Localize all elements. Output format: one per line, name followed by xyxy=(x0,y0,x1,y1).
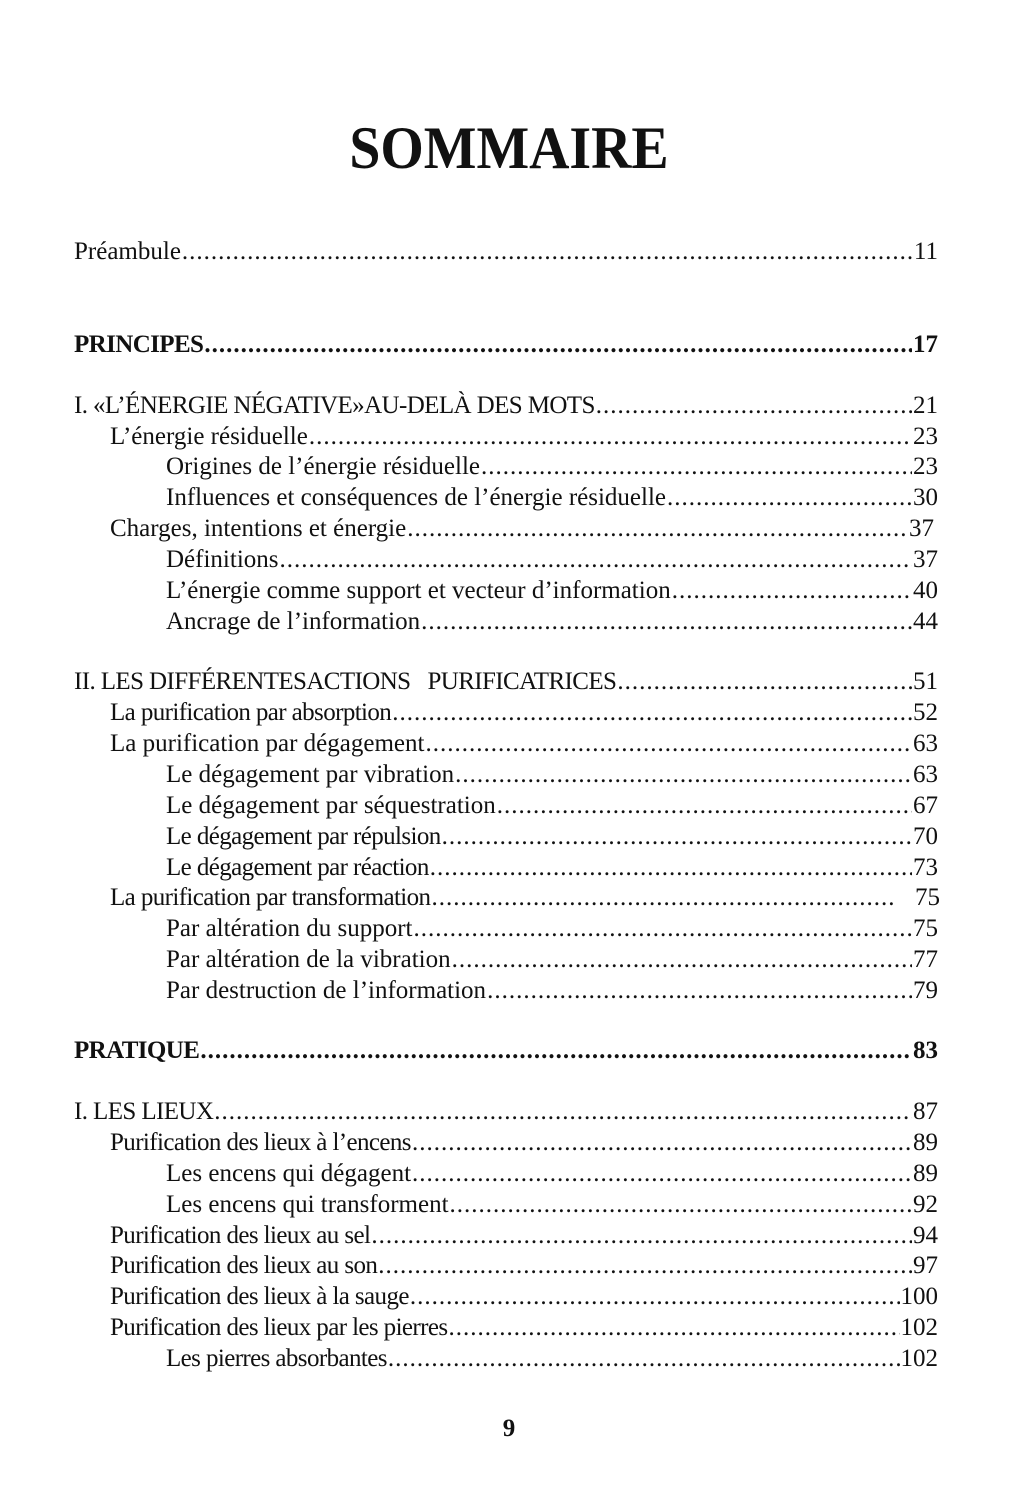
leader-dots xyxy=(617,667,912,697)
toc-part-principes[interactable] xyxy=(0,330,1018,360)
toc-subsection[interactable] xyxy=(0,1190,1018,1220)
leader-dots xyxy=(455,760,912,790)
leader-dots xyxy=(430,853,912,883)
toc-entry-page: 21 xyxy=(913,392,938,419)
leader-dots xyxy=(182,237,913,267)
toc-entry-label: Charges, intentions et énergie xyxy=(110,515,407,542)
leader-dots xyxy=(450,1190,912,1220)
toc-entry-label: Les encens qui transforment xyxy=(166,1191,449,1218)
toc-section[interactable] xyxy=(0,1282,1018,1312)
toc-entry-label: Par destruction de l’information xyxy=(166,977,487,1004)
toc-entry-page: 87 xyxy=(913,1098,938,1125)
toc-entry-page: 70 xyxy=(913,823,938,850)
toc-entry-page: 75 xyxy=(915,884,940,911)
toc-entry-page: 52 xyxy=(913,699,938,726)
toc-entry-label: Purification des lieux au son xyxy=(110,1252,378,1279)
toc-chapter[interactable] xyxy=(0,391,1018,421)
toc-entry-page: 51 xyxy=(913,668,938,695)
leader-dots xyxy=(378,1251,912,1281)
toc-entry-label: Purification des lieux à l’encens xyxy=(110,1129,411,1156)
toc-section[interactable] xyxy=(0,698,1018,728)
toc-entry-label: I. LES LIEUX xyxy=(74,1098,214,1125)
toc-entry-label: Le dégagement par réaction xyxy=(166,854,429,881)
toc-entry-label: La purification par absorption xyxy=(110,699,392,726)
toc-subsection[interactable] xyxy=(0,791,1018,821)
toc-entry-page: 94 xyxy=(913,1222,938,1249)
toc-entry-label: La purification par transformation xyxy=(110,884,431,911)
leader-dots xyxy=(392,698,912,728)
leader-dots xyxy=(497,791,912,821)
leader-dots xyxy=(280,545,913,575)
toc-subsection[interactable] xyxy=(0,914,1018,944)
toc-section[interactable] xyxy=(0,1128,1018,1158)
toc-entry-label: Purification des lieux par les pierres xyxy=(110,1314,448,1341)
toc-section[interactable] xyxy=(0,729,1018,759)
toc-entry-page: 73 xyxy=(913,854,938,881)
leader-dots xyxy=(425,729,912,759)
toc-entry-label: Les encens qui dégagent xyxy=(166,1160,412,1187)
toc-entry-label: PRINCIPES xyxy=(74,331,204,358)
toc-entry-label: Le dégagement par séquestration xyxy=(166,792,496,819)
leader-dots xyxy=(452,945,912,975)
leader-dots xyxy=(200,1036,912,1066)
leader-dots xyxy=(214,1097,912,1127)
toc-entry-page: 30 xyxy=(913,484,938,511)
toc-entry-label: La purification par dégagement xyxy=(110,730,425,757)
leader-dots xyxy=(412,1159,912,1189)
leader-dots xyxy=(442,822,912,852)
toc-subsection[interactable] xyxy=(0,945,1018,975)
toc-entry-label: Par altération de la vibration xyxy=(166,946,451,973)
toc-entry-page: 79 xyxy=(913,977,938,1004)
leader-dots xyxy=(487,976,912,1006)
toc-entry-page: 102 xyxy=(900,1345,938,1372)
toc-entry-page: 102 xyxy=(900,1314,938,1341)
leader-dots xyxy=(481,452,912,482)
toc-entry-page: 23 xyxy=(913,453,938,480)
toc-entry-label: PRATIQUE xyxy=(74,1037,200,1064)
leader-dots xyxy=(672,576,912,606)
toc-entry-label: Purification des lieux au sel xyxy=(110,1222,371,1249)
leader-dots xyxy=(431,883,897,913)
toc-subsection[interactable] xyxy=(0,483,1018,513)
toc-entry-preambule[interactable] xyxy=(0,237,1018,267)
toc-section[interactable] xyxy=(0,1221,1018,1251)
toc-entry-label: II. LES DIFFÉRENTESACTIONS PURIFICATRICES xyxy=(74,668,617,695)
leader-dots xyxy=(449,1313,900,1343)
toc-section[interactable] xyxy=(0,883,1018,913)
toc-entry-label: L’énergie comme support et vecteur d’information xyxy=(166,577,671,604)
toc-section[interactable] xyxy=(0,514,1018,544)
toc-entry-page: 89 xyxy=(913,1129,938,1156)
toc-entry-label: L’énergie résiduelle xyxy=(110,423,308,450)
toc-entry-page: 63 xyxy=(913,761,938,788)
toc-entry-page: 44 xyxy=(913,608,938,635)
leader-dots xyxy=(421,607,912,637)
toc-subsection[interactable] xyxy=(0,576,1018,606)
toc-entry-label: Origines de l’énergie résiduelle xyxy=(166,453,481,480)
toc-subsection[interactable] xyxy=(0,1159,1018,1189)
toc-entry-page: 63 xyxy=(913,730,938,757)
page-title: SOMMAIRE xyxy=(349,115,669,181)
toc-entry-label: Par altération du support xyxy=(166,915,413,942)
toc-subsection[interactable] xyxy=(0,822,1018,852)
toc-entry-page: 17 xyxy=(913,331,938,358)
toc-entry-page: 92 xyxy=(913,1191,938,1218)
toc-entry-page: 23 xyxy=(913,423,938,450)
toc-entry-page: 100 xyxy=(900,1283,938,1310)
toc-entry-page: 89 xyxy=(913,1160,938,1187)
toc-entry-page: 77 xyxy=(913,946,938,973)
toc-section[interactable] xyxy=(0,422,1018,452)
toc-subsection[interactable] xyxy=(0,760,1018,790)
toc-entry-page: 11 xyxy=(913,238,938,265)
toc-subsection[interactable] xyxy=(0,853,1018,883)
leader-dots xyxy=(410,1282,900,1312)
page-number: 9 xyxy=(502,1415,516,1442)
toc-entry-page: 37 xyxy=(913,546,938,573)
toc-entry-label: Le dégagement par vibration xyxy=(166,761,455,788)
toc-chapter[interactable] xyxy=(0,1097,1018,1127)
toc-entry-page: 37 xyxy=(909,515,934,542)
toc-entry-page: 75 xyxy=(913,915,938,942)
leader-dots xyxy=(388,1344,900,1374)
toc-subsection[interactable] xyxy=(0,607,1018,637)
toc-entry-page: 40 xyxy=(913,577,938,604)
toc-entry-label: Le dégagement par répulsion xyxy=(166,823,441,850)
toc-section[interactable] xyxy=(0,1313,1018,1343)
toc-entry-label: Définitions xyxy=(166,546,279,573)
leader-dots xyxy=(407,514,908,544)
toc-subsection[interactable] xyxy=(0,545,1018,575)
toc-entry-label: I. «L’ÉNERGIE NÉGATIVE»AU-DELÀ DES MOTS xyxy=(74,392,595,419)
toc-entry-label: Influences et conséquences de l’énergie résiduelle xyxy=(166,484,666,511)
toc-section[interactable] xyxy=(0,1251,1018,1281)
toc-entry-page: 83 xyxy=(913,1037,938,1064)
toc-entry-label: Préambule xyxy=(74,238,181,265)
toc-chapter[interactable] xyxy=(0,667,1018,697)
leader-dots xyxy=(596,391,912,421)
toc-entry-label: Ancrage de l’information xyxy=(166,608,421,635)
toc-part-pratique[interactable] xyxy=(0,1036,1018,1066)
leader-dots xyxy=(667,483,912,513)
leader-dots xyxy=(371,1221,912,1251)
toc-entry-page: 97 xyxy=(913,1252,938,1279)
toc-subsection[interactable] xyxy=(0,452,1018,482)
toc-entry-label: Purification des lieux à la sauge xyxy=(110,1283,409,1310)
leader-dots xyxy=(413,914,912,944)
toc-subsection[interactable] xyxy=(0,976,1018,1006)
leader-dots xyxy=(204,330,912,360)
toc-entry-page: 67 xyxy=(913,792,938,819)
toc-subsection[interactable] xyxy=(0,1344,1018,1374)
toc-entry-label: Les pierres absorbantes xyxy=(166,1345,387,1372)
leader-dots xyxy=(412,1128,912,1158)
leader-dots xyxy=(309,422,912,452)
